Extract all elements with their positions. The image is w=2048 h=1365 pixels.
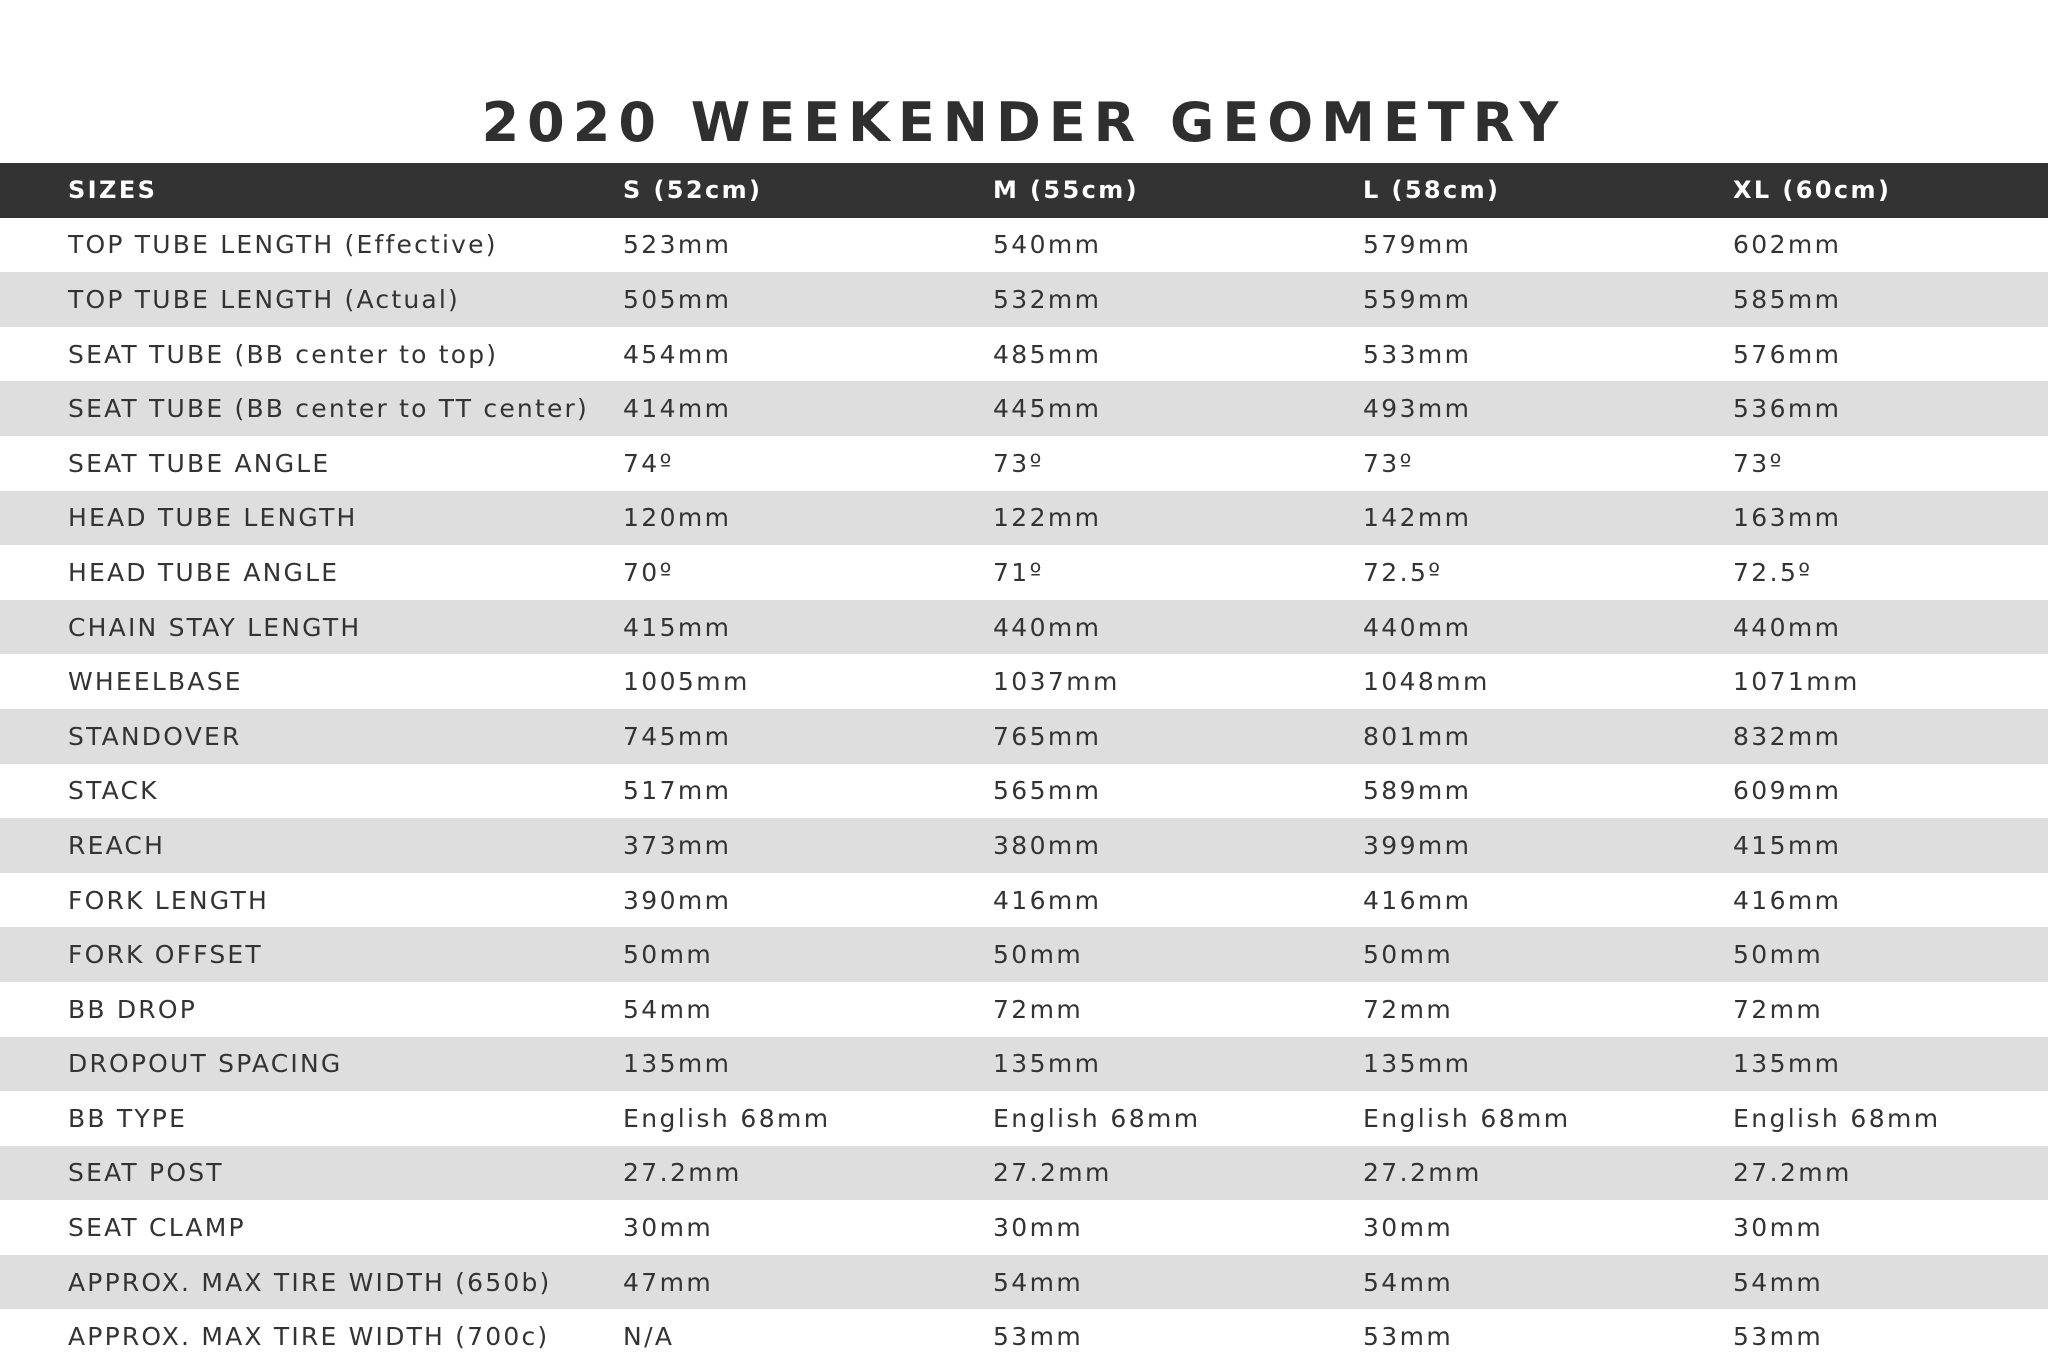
table-row: [0, 764, 2048, 819]
table-row: [0, 272, 2048, 327]
value-m: 71º: [993, 557, 1044, 587]
value-xl: 135mm: [1733, 1049, 1842, 1079]
table-row: [0, 927, 2048, 982]
value-m: 122mm: [993, 503, 1102, 533]
value-s: 30mm: [623, 1213, 714, 1243]
value-s: 415mm: [623, 612, 732, 642]
header-size-s: S (52cm): [623, 176, 763, 205]
value-xl: 163mm: [1733, 503, 1842, 533]
header-sizes: SIZES: [68, 176, 158, 205]
value-xl: 27.2mm: [1733, 1158, 1852, 1188]
row-label: DROPOUT SPACING: [68, 1049, 343, 1079]
value-l: 72mm: [1363, 994, 1454, 1024]
table-row: [0, 982, 2048, 1037]
value-l: 27.2mm: [1363, 1158, 1482, 1188]
header-size-xl: XL (60cm): [1733, 176, 1892, 205]
value-xl: 576mm: [1733, 339, 1842, 369]
value-m: 440mm: [993, 612, 1102, 642]
value-xl: 832mm: [1733, 721, 1842, 751]
value-xl: 609mm: [1733, 776, 1842, 806]
header-size-m: M (55cm): [993, 176, 1140, 205]
table-row: [0, 1146, 2048, 1201]
table-row: [0, 654, 2048, 709]
value-s: 505mm: [623, 284, 732, 314]
header-row: [0, 163, 2048, 218]
table-row: [0, 545, 2048, 600]
table-row: [0, 218, 2048, 273]
value-l: 50mm: [1363, 940, 1454, 970]
row-label: HEAD TUBE LENGTH: [68, 503, 358, 533]
row-label: FORK LENGTH: [68, 885, 269, 915]
value-l: 135mm: [1363, 1049, 1472, 1079]
value-l: 54mm: [1363, 1267, 1454, 1297]
table-row: [0, 381, 2048, 436]
value-xl: 30mm: [1733, 1213, 1824, 1243]
value-s: 517mm: [623, 776, 732, 806]
table-row: [0, 709, 2048, 764]
row-label: STANDOVER: [68, 721, 242, 751]
value-m: 73º: [993, 448, 1044, 478]
value-m: 50mm: [993, 940, 1084, 970]
value-s: 390mm: [623, 885, 732, 915]
table-body: [0, 218, 2048, 1364]
row-label: SEAT POST: [68, 1158, 224, 1188]
row-label: TOP TUBE LENGTH (Effective): [68, 230, 498, 260]
row-label: APPROX. MAX TIRE WIDTH (650b): [68, 1267, 552, 1297]
value-xl: 72mm: [1733, 994, 1824, 1024]
value-xl: 50mm: [1733, 940, 1824, 970]
table-row: [0, 1091, 2048, 1146]
value-l: 53mm: [1363, 1322, 1454, 1352]
value-s: 27.2mm: [623, 1158, 742, 1188]
value-xl: English 68mm: [1733, 1103, 1941, 1133]
row-label: SEAT TUBE (BB center to top): [68, 339, 499, 369]
value-s: 135mm: [623, 1049, 732, 1079]
value-xl: 73º: [1733, 448, 1784, 478]
table-row: [0, 600, 2048, 655]
value-l: 72.5º: [1363, 557, 1443, 587]
value-l: 533mm: [1363, 339, 1472, 369]
value-xl: 602mm: [1733, 230, 1842, 260]
header-size-l: L (58cm): [1363, 176, 1501, 205]
value-m: 30mm: [993, 1213, 1084, 1243]
table-row: [0, 436, 2048, 491]
value-l: 559mm: [1363, 284, 1472, 314]
row-label: CHAIN STAY LENGTH: [68, 612, 362, 642]
value-s: N/A: [623, 1322, 675, 1352]
table-row: [0, 818, 2048, 873]
value-xl: 1071mm: [1733, 667, 1860, 697]
value-m: 540mm: [993, 230, 1102, 260]
value-l: 589mm: [1363, 776, 1472, 806]
value-m: English 68mm: [993, 1103, 1201, 1133]
value-l: 399mm: [1363, 830, 1472, 860]
table-row: [0, 1200, 2048, 1255]
value-l: 493mm: [1363, 394, 1472, 424]
value-s: 70º: [623, 557, 674, 587]
value-xl: 536mm: [1733, 394, 1842, 424]
value-xl: 415mm: [1733, 830, 1842, 860]
table-row: [0, 491, 2048, 546]
value-xl: 72.5º: [1733, 557, 1813, 587]
value-xl: 440mm: [1733, 612, 1842, 642]
row-label: HEAD TUBE ANGLE: [68, 557, 340, 587]
table-row: [0, 1037, 2048, 1092]
table-row: [0, 327, 2048, 382]
value-l: 801mm: [1363, 721, 1472, 751]
value-l: 416mm: [1363, 885, 1472, 915]
value-xl: 585mm: [1733, 284, 1842, 314]
value-s: 120mm: [623, 503, 732, 533]
value-s: 74º: [623, 448, 674, 478]
page-title: 2020 WEEKENDER GEOMETRY: [481, 91, 1567, 155]
value-l: 142mm: [1363, 503, 1472, 533]
value-s: 523mm: [623, 230, 732, 260]
geometry-table: [0, 163, 2048, 1364]
value-m: 765mm: [993, 721, 1102, 751]
value-m: 1037mm: [993, 667, 1120, 697]
row-label: BB TYPE: [68, 1103, 188, 1133]
value-s: 373mm: [623, 830, 732, 860]
value-m: 416mm: [993, 885, 1102, 915]
table-row: [0, 873, 2048, 928]
value-m: 27.2mm: [993, 1158, 1112, 1188]
value-l: 440mm: [1363, 612, 1472, 642]
value-s: 47mm: [623, 1267, 714, 1297]
value-m: 532mm: [993, 284, 1102, 314]
value-m: 380mm: [993, 830, 1102, 860]
value-s: 1005mm: [623, 667, 750, 697]
value-l: 30mm: [1363, 1213, 1454, 1243]
value-xl: 416mm: [1733, 885, 1842, 915]
value-s: English 68mm: [623, 1103, 831, 1133]
value-l: 73º: [1363, 448, 1414, 478]
row-label: TOP TUBE LENGTH (Actual): [68, 284, 460, 314]
value-m: 54mm: [993, 1267, 1084, 1297]
value-m: 485mm: [993, 339, 1102, 369]
row-label: REACH: [68, 830, 166, 860]
row-label: SEAT CLAMP: [68, 1213, 246, 1243]
row-label: APPROX. MAX TIRE WIDTH (700c): [68, 1322, 550, 1352]
value-s: 745mm: [623, 721, 732, 751]
row-label: SEAT TUBE ANGLE: [68, 448, 331, 478]
row-label: FORK OFFSET: [68, 940, 263, 970]
value-xl: 54mm: [1733, 1267, 1824, 1297]
value-m: 565mm: [993, 776, 1102, 806]
value-l: 579mm: [1363, 230, 1472, 260]
row-label: STACK: [68, 776, 159, 806]
value-m: 445mm: [993, 394, 1102, 424]
value-l: English 68mm: [1363, 1103, 1571, 1133]
row-label: SEAT TUBE (BB center to TT center): [68, 394, 589, 424]
value-xl: 53mm: [1733, 1322, 1824, 1352]
value-s: 454mm: [623, 339, 732, 369]
row-label: WHEELBASE: [68, 667, 243, 697]
value-m: 72mm: [993, 994, 1084, 1024]
value-s: 50mm: [623, 940, 714, 970]
value-l: 1048mm: [1363, 667, 1490, 697]
value-s: 414mm: [623, 394, 732, 424]
value-m: 53mm: [993, 1322, 1084, 1352]
row-label: BB DROP: [68, 994, 198, 1024]
value-m: 135mm: [993, 1049, 1102, 1079]
table-row: [0, 1255, 2048, 1310]
value-s: 54mm: [623, 994, 714, 1024]
table-row: [0, 1309, 2048, 1364]
